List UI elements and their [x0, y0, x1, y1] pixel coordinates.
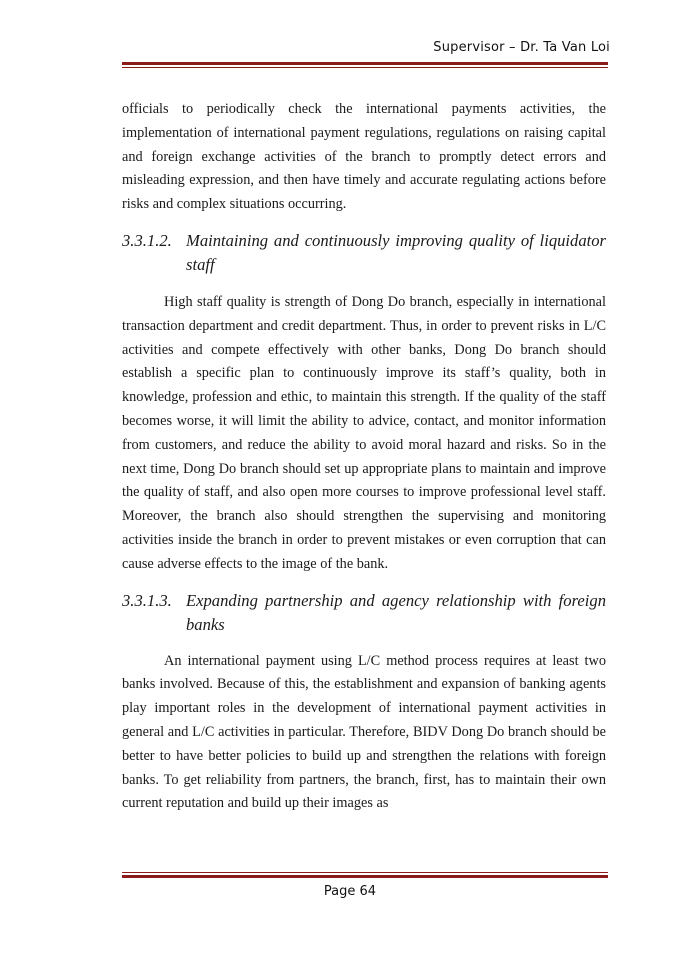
- header-rule-thick: [122, 62, 608, 65]
- page-body: [122, 98, 606, 816]
- section-number: 3.3.1.3.: [122, 590, 172, 610]
- section-title: Expanding partnership and agency relationship with foreign banks: [186, 590, 606, 634]
- header-rule: [122, 62, 608, 68]
- paragraph-partnership: An international payment using L/C method process requires at least two banks involved. Because of this, the establishment and expansion of banking agents play important roles in the development of international payment activities in general and L/C activities in particular. Therefore, BIDV Dong Do branch should be better to have better policies to build up and strengthen the relations with foreign banks. To get reliability from partners, the branch, first, has to maintain their own current reputation and build up their images as: [122, 652, 606, 812]
- footer-rule-thin: [122, 872, 608, 873]
- section-heading-3-3-1-3: [122, 589, 606, 637]
- paragraph-staff-quality: High staff quality is strength of Dong Do branch, especially in international transaction department and credit department. Thus, in order to prevent risks in L/C activities and compete effectively with other banks, Dong Do branch should establish a specific plan to continuously improve its staff’s quality, both in knowledge, profession and ethic, to maintain this strength. If the quality of the staff becomes worse, it will limit the ability to advice, contact, and monitor information from customers, and reduce the ability to avoid moral hazard and risks. So in the next time, Dong Do branch should set up appropriate plans to maintain and improve the quality of staff, and also open more courses to improve professional level staff. Moreover, the branch also should strengthen the supervising and monitoring activities inside the branch in order to prevent mistakes or even corruption that can cause adverse effects to the image of the bank.: [122, 293, 606, 572]
- section-number: 3.3.1.2.: [122, 230, 172, 250]
- header-supervisor-text: Supervisor – Dr. Ta Van Loi: [433, 40, 610, 55]
- header-rule-thin: [122, 67, 608, 68]
- footer-rule-thick: [122, 875, 608, 878]
- section-heading-3-3-1-2: [122, 229, 606, 277]
- section-title: Maintaining and continuously improving quality of liquidator staff: [186, 230, 606, 274]
- footer-rule: [122, 872, 608, 878]
- paragraph-continued: officials to periodically check the international payments activities, the implementation of international payment regulations, regulations on raising capital and foreign exchange activities of the branch to promptly detect errors and misleading expression, and then have timely and accurate regulating actions before risks and complex situations occurring.: [122, 101, 606, 213]
- page-number: Page 64: [323, 884, 377, 899]
